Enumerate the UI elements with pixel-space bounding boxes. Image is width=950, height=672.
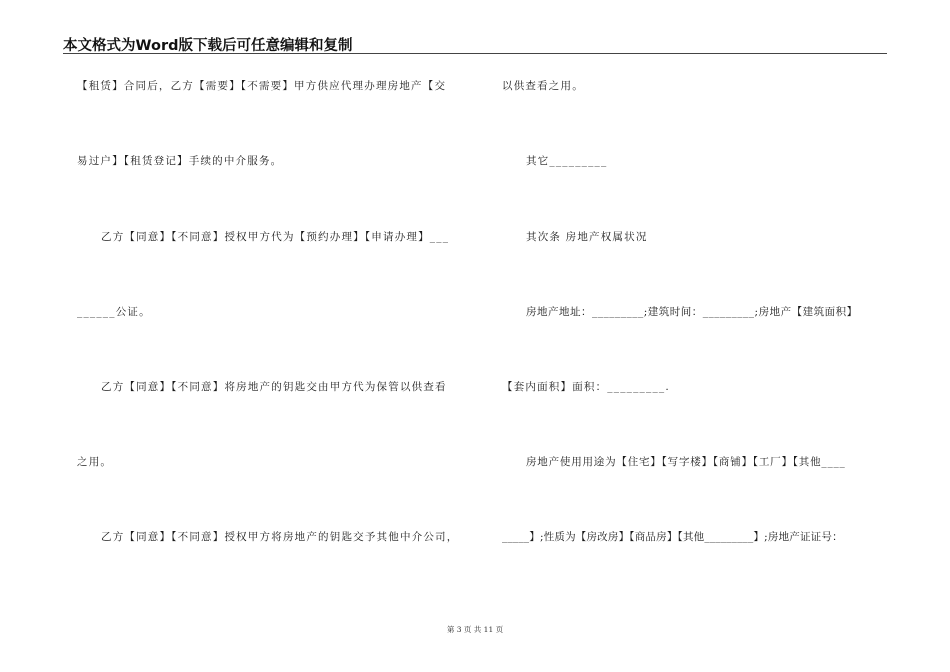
left-line-1: 【租赁】合同后，乙方【需要】【不需要】甲方供应代理办理房地产【交	[77, 80, 447, 92]
right-line-5: 【套内面积】面积：_________.	[502, 381, 670, 393]
right-line-3: 其次条 房地产权属状况	[526, 231, 648, 243]
right-line-2: 其它_________	[526, 155, 608, 167]
page-header-title: 本文格式为Word版下载后可任意编辑和复制	[63, 38, 353, 54]
right-line-1: 以供查看之用。	[502, 80, 584, 92]
left-line-2: 易过户】【租赁登记】手续的中介服务。	[77, 155, 283, 167]
left-line-7: 乙方【同意】【不同意】授权甲方将房地产的钥匙交予其他中介公司，	[101, 531, 459, 543]
right-line-7: _____】;性质为【房改房】【商品房】【其他_________】;房地产证证号：	[502, 531, 843, 543]
left-line-4: ______公证。	[77, 306, 151, 318]
right-line-6: 房地产使用用途为【住宅】【写字楼】【商铺】【工厂】【其他____	[526, 456, 846, 468]
left-line-5: 乙方【同意】【不同意】将房地产的钥匙交由甲方代为保管以供查看	[101, 381, 447, 393]
left-line-3: 乙方【同意】【不同意】授权甲方代为【预约办理】【申请办理】___	[101, 231, 450, 243]
left-line-6: 之用。	[77, 456, 113, 468]
header-divider	[63, 53, 887, 54]
right-line-4: 房地产地址：_________;建筑时间：_________;房地产【建筑面积】	[526, 306, 858, 318]
page-number-footer: 第 3 页 共 11 页	[446, 625, 504, 634]
